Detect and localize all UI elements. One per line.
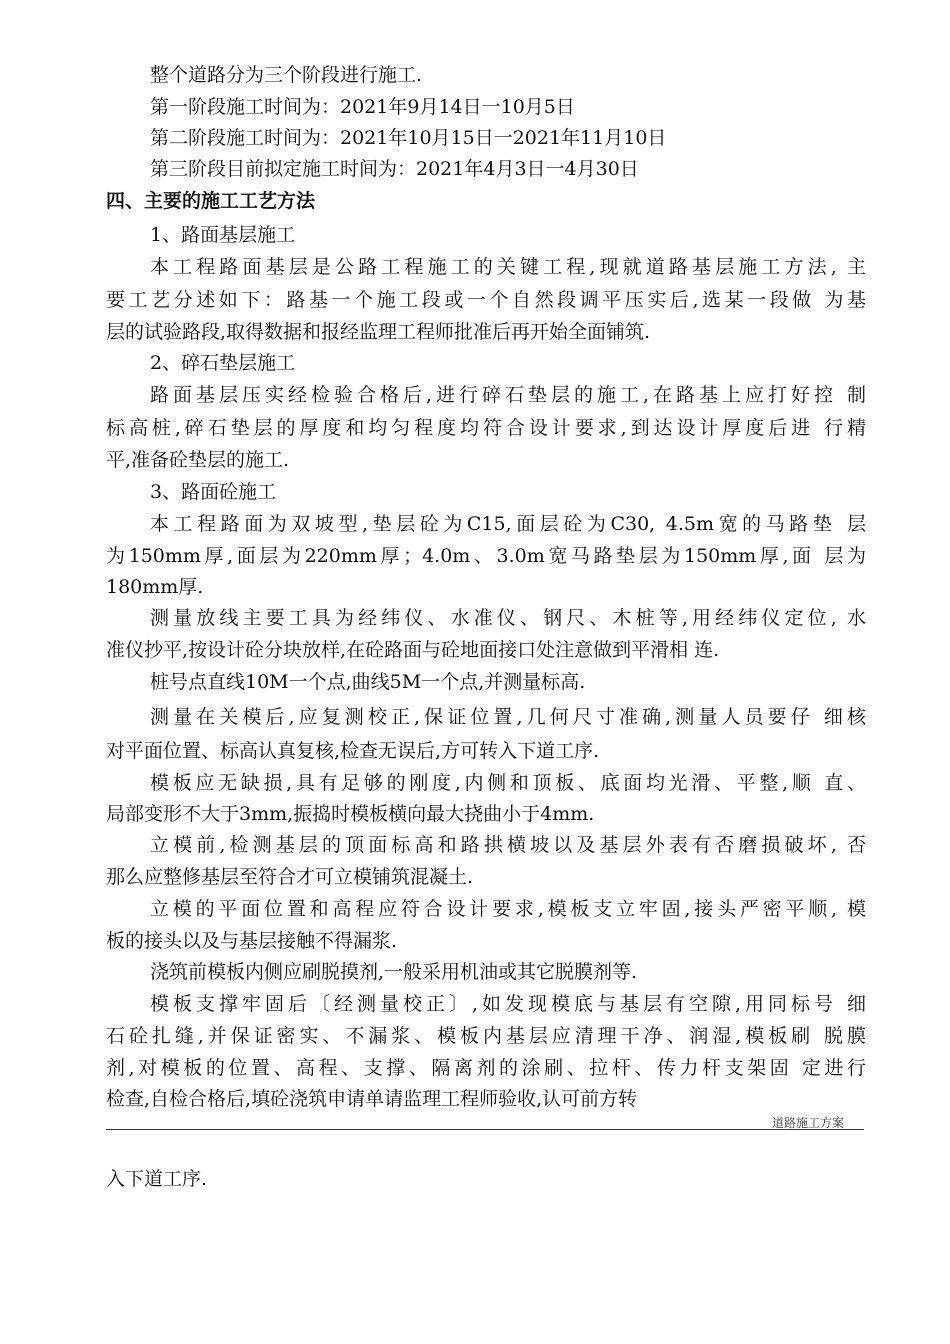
footer-divider xyxy=(106,1129,864,1130)
text-line: 本工程路面为双坡型,垫层砼为C15,面层砼为C30, 4.5m宽的马路垫 层 xyxy=(150,513,866,535)
text-line: 层的试验路段,取得数据和报经监理工程师批准后再开始全面铺筑. xyxy=(106,321,651,343)
text-line: 准仪抄平,按设计砼分块放样,在砼路面与砼地面接口处注意做到平滑相 连. xyxy=(106,639,720,661)
subsection-heading: 1、路面基层施工 xyxy=(150,224,296,246)
text-line: 桩号点直线10M一个点,曲线5M一个点,并测量标高. xyxy=(150,671,586,693)
text-line: 模板应无缺损,具有足够的刚度,内侧和顶板、底面均光滑、平整,顺 直、 xyxy=(150,772,866,794)
text-line: 测量放线主要工具为经纬仪、水准仪、钢尺、木桩等,用经纬仪定位, 水 xyxy=(150,607,866,629)
subsection-heading: 2、碎石垫层施工 xyxy=(150,352,296,374)
section-heading: 四、主要的施工工艺方法 xyxy=(106,190,316,212)
text-line: 第一阶段施工时间为：2021年9月14日一10月5日 xyxy=(150,96,575,118)
text-line: 立模前,检测基层的顶面标高和路拱横坡以及基层外表有否磨损破坏, 否 xyxy=(150,834,866,856)
page-footer: 道路施工方案 xyxy=(772,1116,845,1130)
text-line: 整个道路分为三个阶段进行施工. xyxy=(150,64,423,86)
text-line: 立模的平面位置和高程应符合设计要求,模板支立牢固,接头严密平顺, 模 xyxy=(150,898,866,920)
text-line: 第二阶段施工时间为：2021年10月15日一2021年11月10日 xyxy=(150,127,667,149)
text-line: 局部变形不大于3mm,振捣时模板横向最大挠曲小于4mm. xyxy=(106,803,595,825)
text-line: 浇筑前模板内侧应刷脱摸剂,一般采用机油或其它脱膜剂等. xyxy=(150,961,638,983)
text-line: 剂,对模板的位置、高程、支撑、隔离剂的涂刷、拉杆、传力杆支架固 定进行 xyxy=(106,1057,866,1079)
text-line: 板的接头以及与基层接触不得漏浆. xyxy=(106,930,398,952)
text-line: 检查,自检合格后,填砼浇筑申请单请监理工程师验收,认可前方转 xyxy=(106,1088,638,1110)
text-line: 测量在关模后,应复测校正,保证位置,几何尺寸准确,测量人员要仔 细核 xyxy=(150,706,866,728)
continuation-line: 入下道工序. xyxy=(106,1168,208,1190)
text-line: 石砼扎缝,并保证密实、不漏浆、模板内基层应清理干净、润湿,模板刷 脱膜 xyxy=(106,1025,866,1047)
text-line: 模板支撑牢固后〔经测量校正〕,如发现模底与基层有空隙,用同标号 细 xyxy=(150,993,866,1015)
text-line: 标高桩,碎石垫层的厚度和均匀程度均符合设计要求,到达设计厚度后进 行精 xyxy=(106,417,866,439)
text-line: 本工程路面基层是公路工程施工的关键工程,现就道路基层施工方法, 主 xyxy=(150,256,866,278)
text-line: 180mm厚. xyxy=(106,576,204,598)
text-line: 平,准备砼垫层的施工. xyxy=(106,449,290,471)
subsection-heading: 3、路面砼施工 xyxy=(150,481,277,503)
text-line: 为150mm厚,面层为220mm厚；4.0m、3.0m宽马路垫层为150mm厚,面 层为 xyxy=(106,545,866,567)
text-line: 对平面位置、标高认真复核,检查无误后,方可转入下道工序. xyxy=(106,740,600,762)
text-line: 第三阶段目前拟定施工时间为：2021年4月3日一4月30日 xyxy=(150,158,639,180)
text-line: 那么应整修基层至符合才可立模铺筑混凝土. xyxy=(106,866,474,888)
text-line: 路面基层压实经检验合格后,进行碎石垫层的施工,在路基上应打好控 制 xyxy=(150,384,866,406)
text-line: 要工艺分述如下：路基一个施工段或一个自然段调平压实后,选某一段做 为基 xyxy=(106,289,866,311)
